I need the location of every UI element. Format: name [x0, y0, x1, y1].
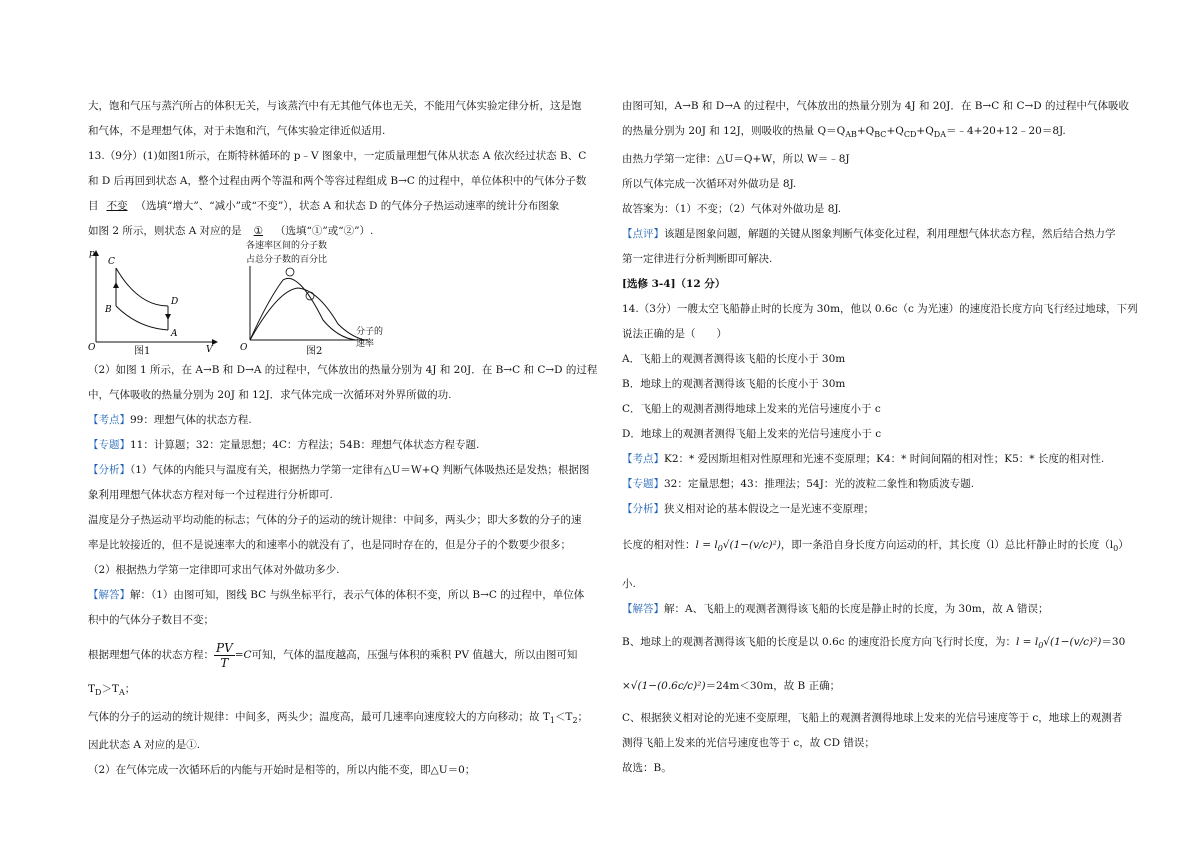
text-line: （2）在气体完成一次循环后的内能与开始时是相等的，所以内能不变，即△U＝0； [88, 764, 476, 777]
svg-text:O: O [240, 343, 248, 352]
text-line: 所以气体完成一次循环对外做功是 8J. [622, 178, 797, 191]
text-line: ×√(1−(0.6c/c)²)＝24m＜30m，故 B 正确； [622, 680, 841, 693]
text-line: 和气体，不是理想气体，对于未饱和汽，气体实验定律近似适用. [88, 125, 386, 137]
option-d: D．地球上的观测者测得飞船上发来的光信号速度小于 c [622, 428, 882, 441]
question-14-line: 14.（3分）一艘太空飞船静止时的长度为 30m，他以 0.6c（c 为光速）的速度沿长度方向飞行经过地球，下列 [622, 303, 1138, 316]
jieda: 【解答】解：A、飞船上的观测者测得该飞船的长度是静止时的长度，为 30m，故 A 错误； [622, 603, 1049, 616]
figure-2-xlabel: 分子的 [356, 327, 384, 337]
right-column [622, 94, 1138, 781]
text-line: 温度是分子热运动平均动能的标志；气体的分子的运动的统计规律：中间多，两头少；即大多数的分子的速 [88, 514, 582, 526]
figures [88, 241, 596, 357]
left-column [88, 94, 596, 783]
question-13-line: 如图 2 所示，则状态 A 对应的是 ① （选填“①”或“②”）. [88, 225, 374, 237]
fenxi: 【分析】狭义相对论的基本假设之一是光速不变原理； [622, 503, 874, 516]
svg-text:D: D [171, 297, 179, 307]
option-a: A．飞船上的观测者测得该飞船的长度小于 30m [622, 353, 846, 366]
text-line: 小. [622, 578, 636, 591]
figure-2-xlabel: 速率 [356, 339, 375, 349]
question-13-line: （2）如图 1 所示，在 A→B 和 D→A 的过程中，气体放出的热量分别为 4J 和 20J．在 B→C 和 C→D 的过程 [88, 364, 598, 376]
option-b: B．地球上的观测者测得该飞船的长度小于 30m [622, 378, 846, 391]
svg-text:C: C [108, 257, 115, 267]
text-line: 测得飞船上发来的光信号速度也等于 c，故 CD 错误； [622, 737, 875, 750]
svg-text:O: O [88, 343, 96, 353]
svg-text:B: B [105, 305, 112, 315]
section-heading: [选修 3-4]（12 分） [622, 278, 726, 291]
kaodian: 【考点】K2：* 爱因斯坦相对性原理和光速不变原理；K4：* 时间间隔的相对性；K5：* 长度的相对性. [622, 453, 1105, 466]
text-line: B、地球上的观测者测得该飞船的长度是以 0.6c 的速度沿长度方向飞行时长度，为：$l = l_0√(1-(v/c)^2)=30$ [622, 636, 1126, 651]
text-line: 故答案为：（1）不变；（2）气体对外做功是 8J. [622, 203, 842, 216]
text-line: 因此状态 A 对应的是①. [88, 739, 201, 752]
formula-length-contraction: $l = l_0√(1-(v/c)^2)$ [695, 539, 781, 554]
text-line: 象利用理想气体状态方程对每一个过程进行分析即可. [88, 489, 333, 501]
svg-text:A: A [171, 329, 178, 339]
text-line: 故选：B。 [622, 762, 672, 775]
text-line: 由图可知，A→B 和 D→A 的过程中，气体放出的热量分别为 4J 和 20J．在 B→C 和 C→D 的过程中气体吸收 [622, 100, 1130, 112]
text-line: 由热力学第一定律：△U＝Q+W，所以 W＝﹣8J [622, 153, 850, 166]
svg-text:p: p [89, 249, 95, 259]
text-line: 根据理想气体的状态方程： $\frac{PV}{T}=C$可知，气体的温度越高，压强与体积的乘积 PV 值越大，所以由图可知 [88, 640, 578, 670]
figure-2-label: 图2 [306, 346, 323, 357]
dianping: 【点评】该题是图象问题，解题的关键从图象判断气体变化过程，利用理想气体状态方程，然后结合热力学 [622, 228, 1116, 241]
text-line: $T_D>T_A$； [88, 683, 136, 698]
answer-blank-2: ① [253, 225, 264, 237]
figure-1-pv-diagram [88, 246, 228, 354]
formula-calc: ×√(1−(0.6c/c)²) [622, 680, 706, 693]
question-13-line: 中，气体吸收的热量分别为 20J 和 12J．求气体完成一次循环对外界所做的功. [88, 389, 452, 401]
svg-text:V: V [206, 345, 213, 354]
text-line: C、根据狭义相对论的光速不变原理，飞船上的观测者测得地球上发来的光信号速度等于 c，地球上的观测者 [622, 712, 1123, 725]
text-line: 的热量分别为 20J 和 12J，则吸收的热量 $Q=Q_{AB}+Q_{BC}+Q_{CD}+Q_{DA}=﹣4+20+12﹣20=8J$. [622, 125, 1066, 140]
formula-length-b: $l = l_0√(1-(v/c)^2)$ [1015, 636, 1102, 651]
figure-2-title: 占总分子数的百分比 [246, 255, 328, 265]
answer-blank-1: 不变 [106, 200, 128, 212]
question-13-line: 和 D 后再回到状态 A，整个过程由两个等温和两个等容过程组成 B→C 的过程中，单位体积中的气体分子数 [88, 175, 587, 187]
text-line: 第一定律进行分析判断即可解决. [622, 253, 773, 266]
text-line: （2）根据热力学第一定律即可求出气体对外做功多少. [88, 564, 340, 576]
text-line: 大，饱和气压与蒸汽所占的体积无关，与该蒸汽中有无其他气体也无关，不能用气体实验定律分析，这是饱 [88, 100, 582, 112]
text-line: 率是比较接近的，但不是说速率大的和速率小的就没有了，也是同时存在的，但是分子的个数要少很多； [88, 539, 571, 551]
zhuanti: 【专题】11：计算题；32：定量思想；4C：方程法；54B：理想气体状态方程专题. [88, 439, 480, 451]
text-line: 积中的气体分子数目不变； [88, 614, 214, 626]
formula-pv-over-t: $\frac{PV}{T}$ [216, 640, 233, 670]
question-13-line: 目 不变 （选填“增大”、“减小”或“不变”），状态 A 和状态 D 的气体分子热运动速率的统计分布图象 [88, 200, 560, 212]
question-14-line: 说法正确的是（ ） [622, 328, 727, 341]
text-line: 长度的相对性：$l = l_0√(1-(v/c)^2)$，即一条沿自身长度方向运动的杆，其长度（l）总比杆静止时的长度$(l_0)$ [622, 539, 1129, 554]
option-c: C．飞船上的观测者测得地球上发来的光信号速度小于 c [622, 403, 881, 416]
question-13-line: 13.（9分）(1)如图1所示，在斯特林循环的 p﹣V 图象中，一定质量理想气体从状态 A 依次经过状态 B、C [88, 150, 587, 162]
zhuanti: 【专题】32：定量思想；43：推理法；54J：光的波粒二象性和物质波专题. [622, 478, 975, 491]
kaodian: 【考点】99：理想气体的状态方程. [88, 414, 252, 426]
figure-2-title: 各速率区间的分子数 [246, 241, 328, 251]
text-line: 气体的分子的运动的统计规律：中间多，两头少；温度高，最可几速率向速度较大的方向移动；故 $T_1<T_2$； [88, 711, 589, 726]
figure-1-label: 图1 [134, 346, 151, 357]
fenxi: 【分析】（1）气体的内能只与温度有关，根据热力学第一定律有△U＝W+Q 判断气体吸热还是发热；根据图 [88, 464, 590, 476]
jieda: 【解答】解：（1）由图可知，图线 BC 与纵坐标平行，表示气体的体积不变，所以 B→C 的过程中，单位体 [88, 589, 585, 601]
